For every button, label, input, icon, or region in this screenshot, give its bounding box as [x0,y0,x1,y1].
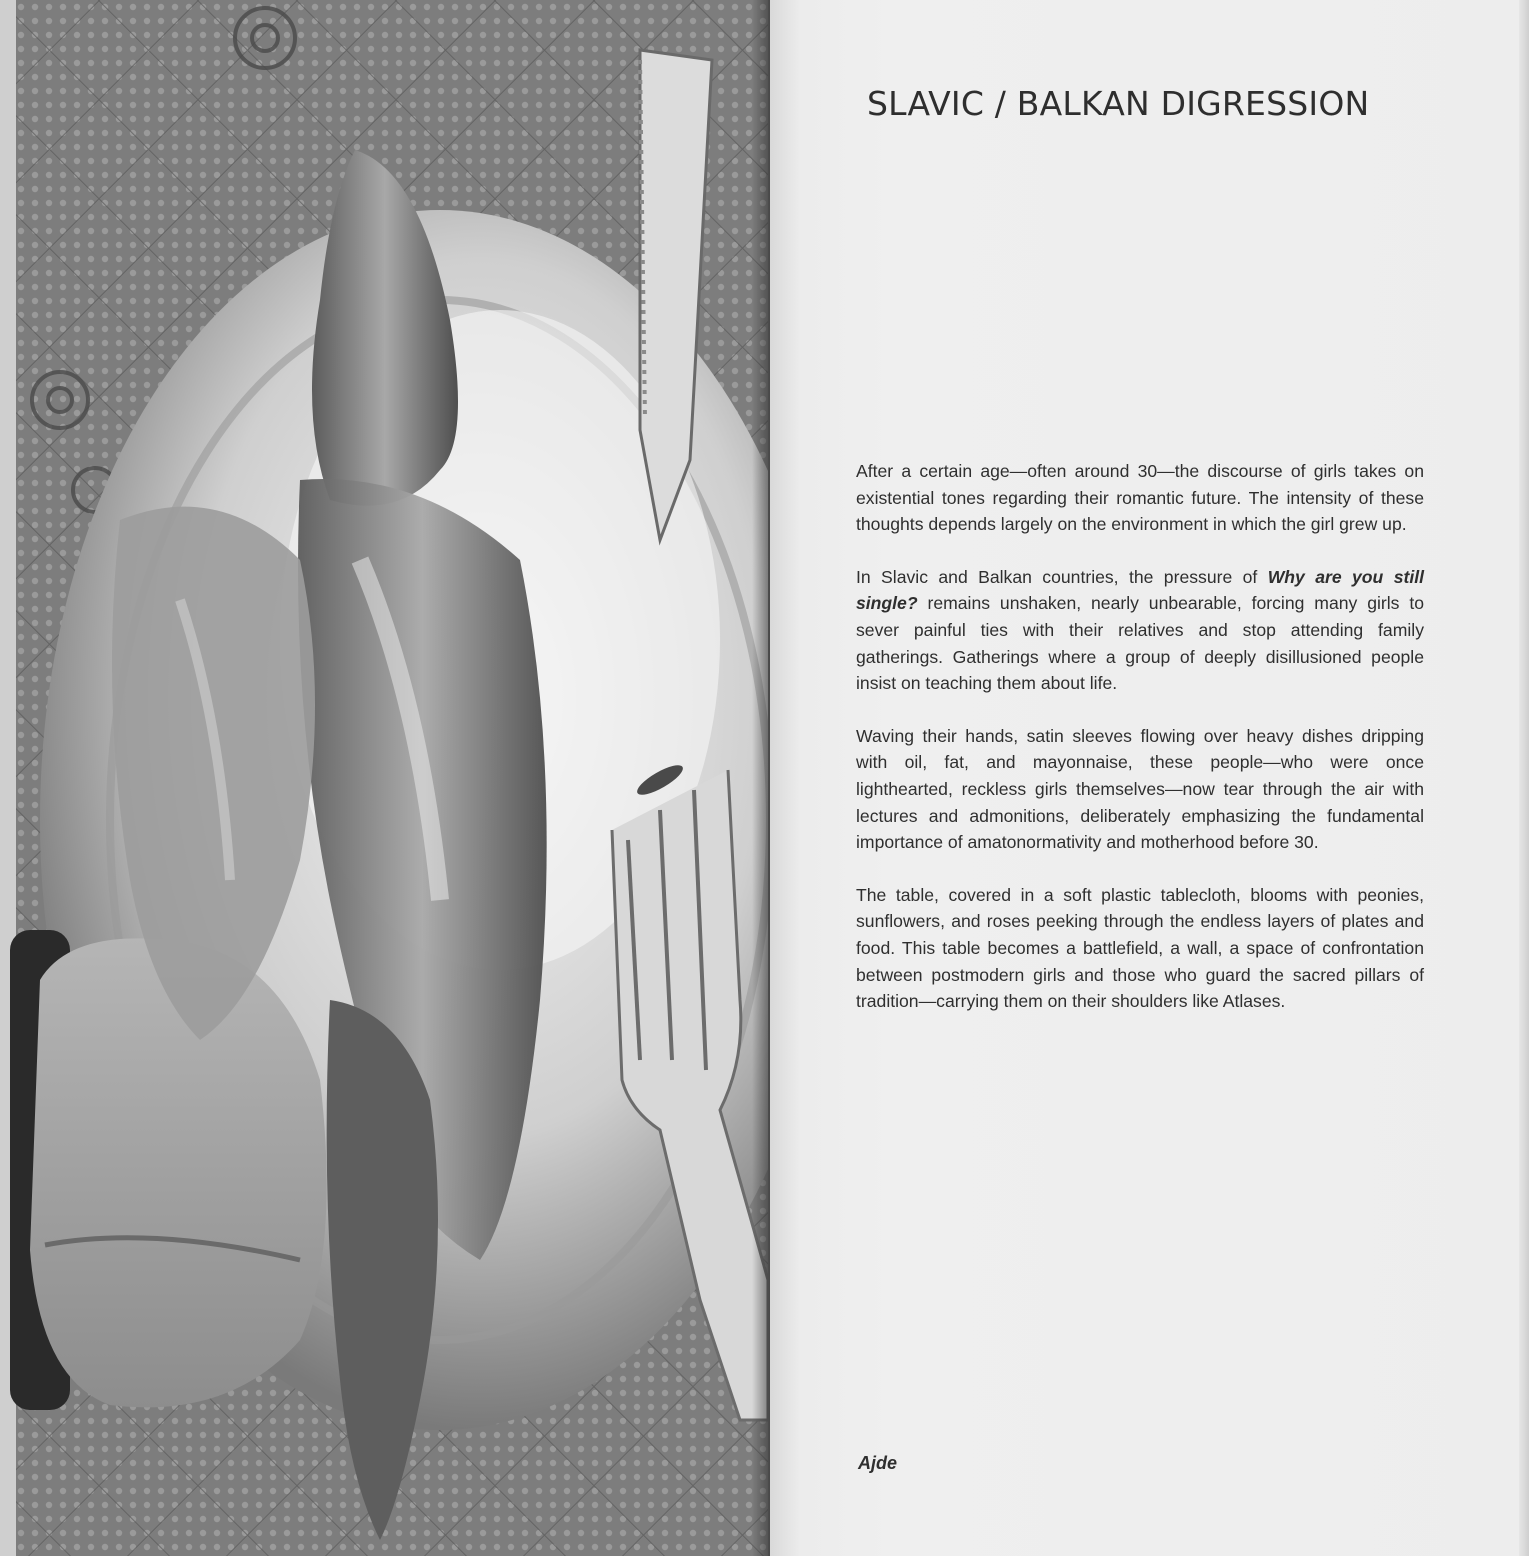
page-edge [1519,0,1529,1556]
right-page [770,0,1529,1556]
chapter-title: SLAVIC / BALKAN DIGRESSION [867,84,1370,123]
page-footer: Ajde [858,1453,898,1473]
body-text [856,458,1424,1041]
paragraph-2-intro: In Slavic and Balkan countries, the pressure of [856,566,1268,587]
paragraph-2 [856,564,1424,697]
paragraph-3: Waving their hands, satin sleeves flowing over heavy dishes dripping with oil, fat, and mayonnaise, these people—who were once lighthearted, reckless girls themselves—now tear through the air with lectures and admonitions, deliberately emphasizing the fundamental importance of amatonormativity and motherhood before 30. [856,725,1424,853]
paragraph-1: After a certain age—often around 30—the discourse of girls takes on existential tones regarding their romantic future. The intensity of these thoughts depends largely on the environment in which the girl grew up. [856,461,1424,535]
paragraph-4: The table, covered in a soft plastic tablecloth, blooms with peonies, sunflowers, and roses peeking through the endless layers of plates and food. This table becomes a battlefield, a wall, a space of confrontation between postmodern girls and those who guard the sacred pillars of tradition—carrying them on their shoulders like Atlases. [856,884,1424,1012]
paragraph-2-emphasis: Why are you still single? [856,566,1424,614]
paragraph-2-rest: remains unshaken, nearly unbearable, forcing many girls to sever painful ties with their relatives and stop attending family gatherings. Gatherings where a group of deeply disillusioned people insist on teaching them about life. [856,593,1424,694]
